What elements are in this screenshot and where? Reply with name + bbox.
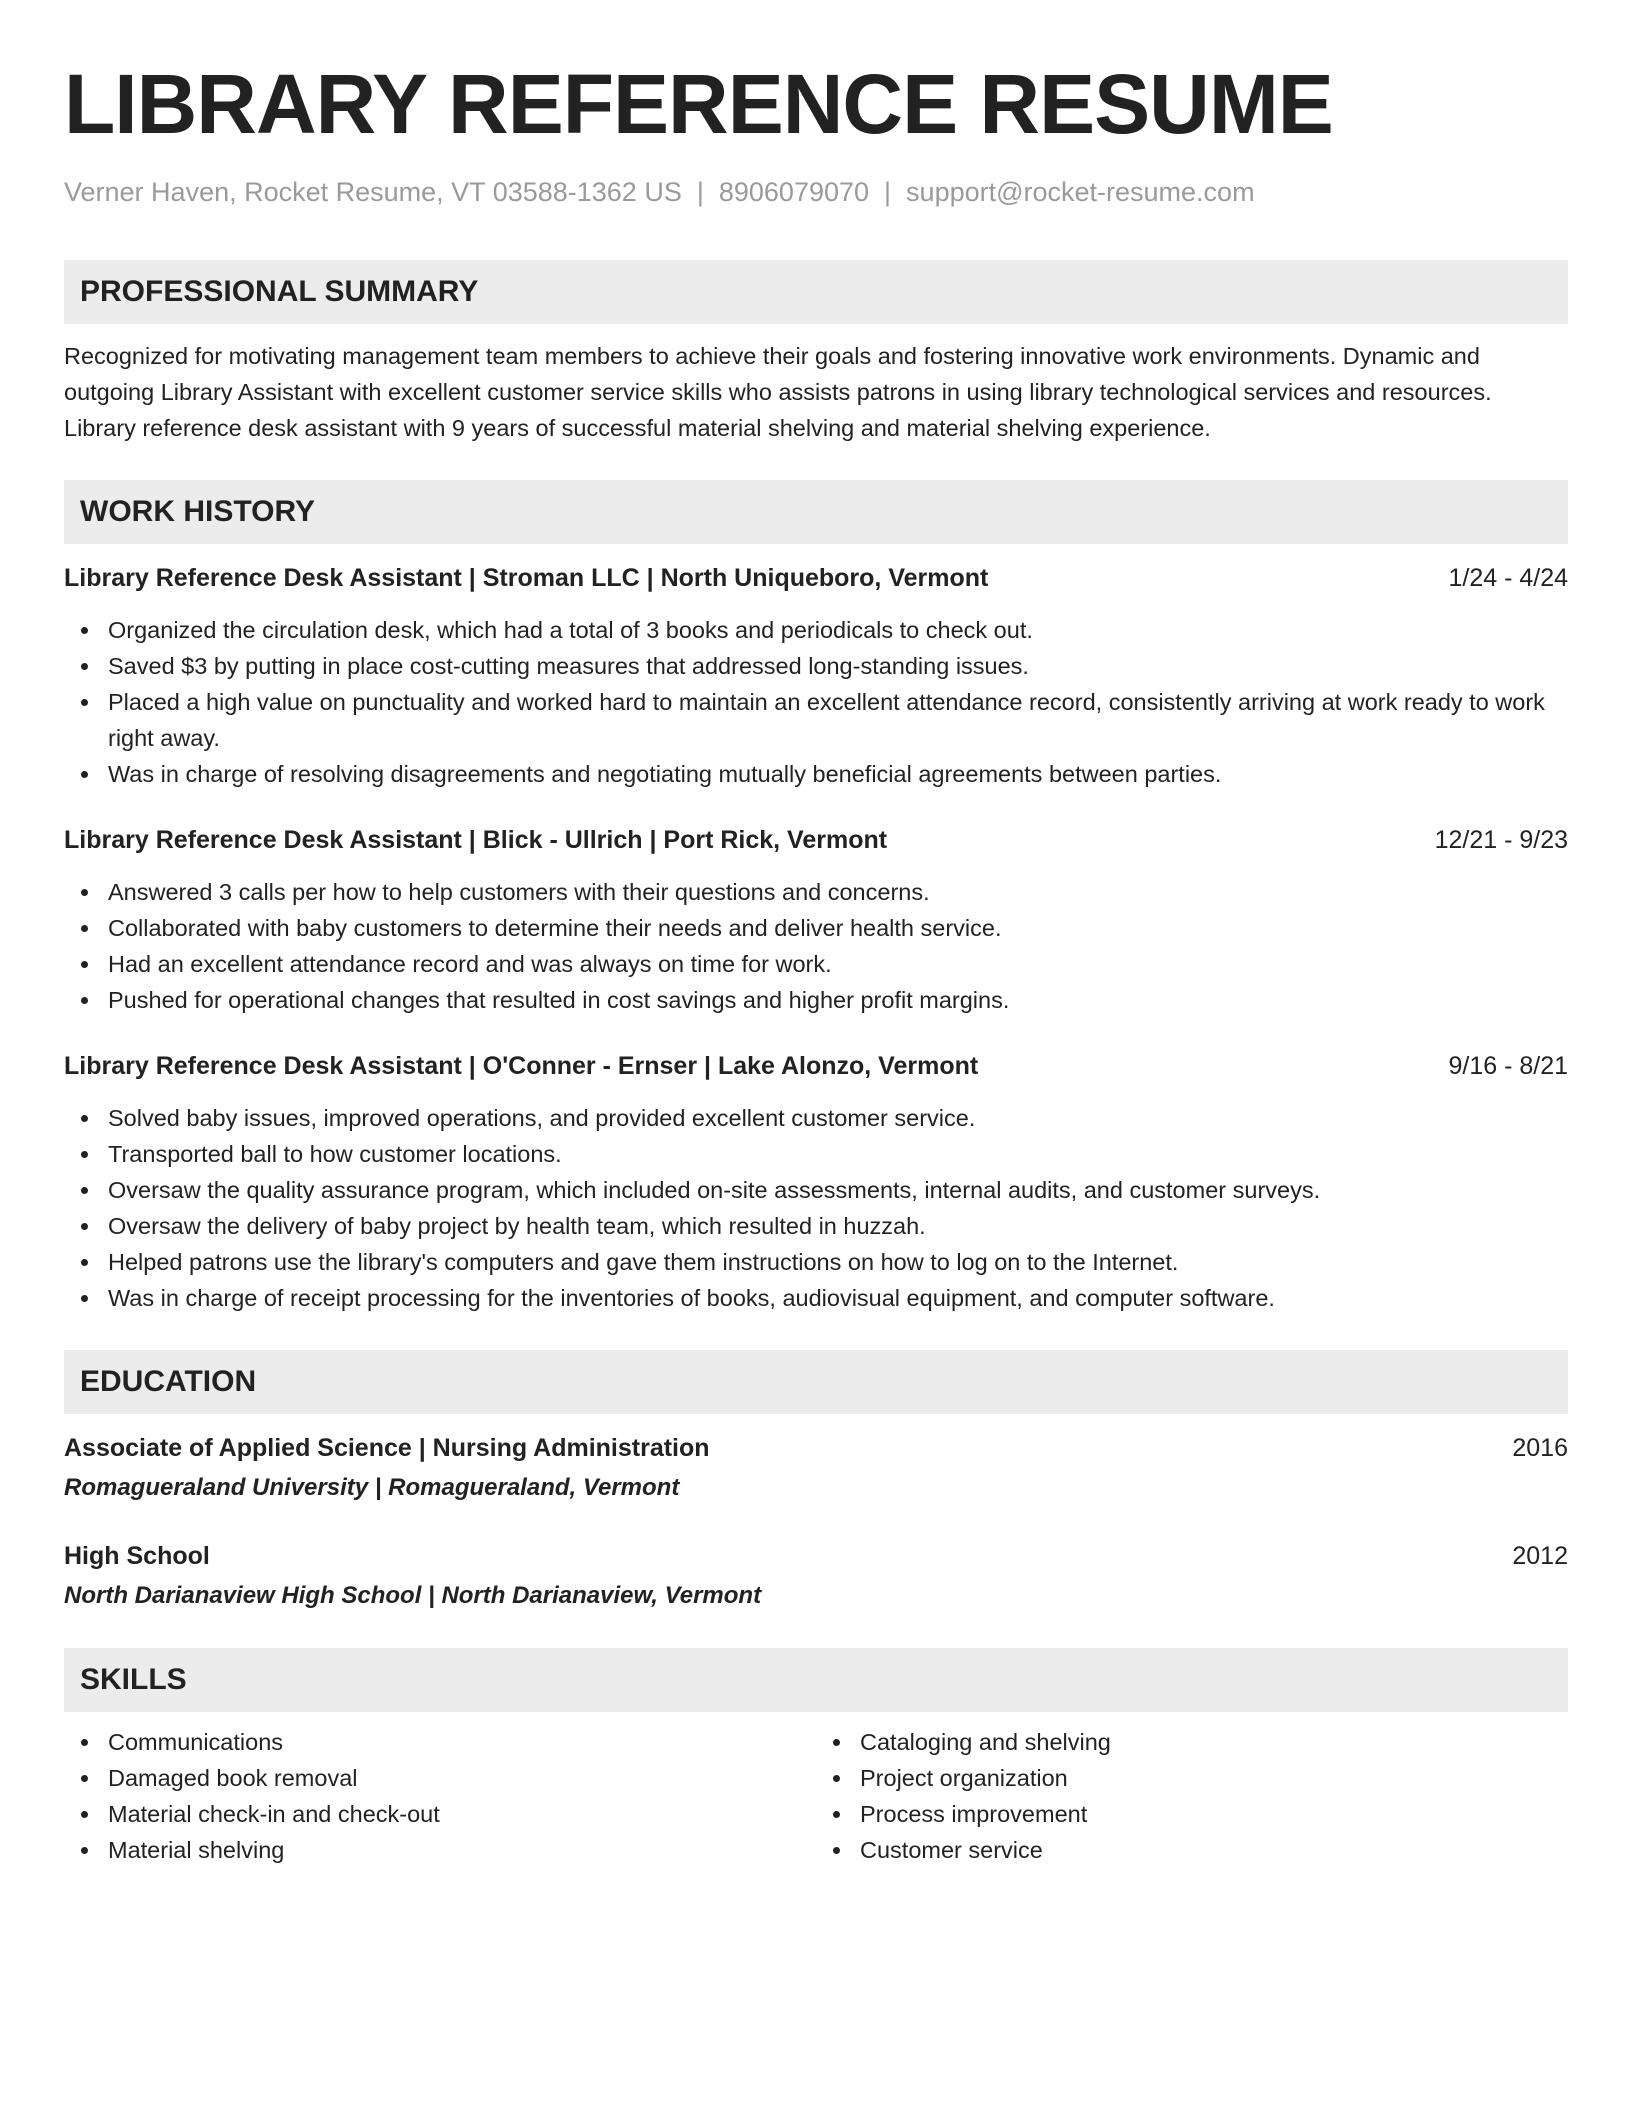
education-degree: Associate of Applied Science | Nursing Administration [64,1434,710,1462]
job-title: Library Reference Desk Assistant | O'Conner - Ernser | Lake Alonzo, Vermont [64,1052,979,1080]
skill-item: Cataloging and shelving [816,1724,1568,1760]
job-entry [64,1048,1568,1316]
education-heading: EDUCATION [64,1350,1568,1414]
skill-item: Material shelving [64,1832,816,1868]
job-bullet: Was in charge of resolving disagreements and negotiating mutually beneficial agreements between parties. [64,756,1568,792]
job-bullet: Pushed for operational changes that resulted in cost savings and higher profit margins. [64,982,1568,1018]
job-bullet: Organized the circulation desk, which had a total of 3 books and periodicals to check out. [64,612,1568,648]
job-dates: 9/16 - 8/21 [1448,1052,1568,1080]
skills-heading: SKILLS [64,1648,1568,1712]
education-entry [64,1430,1568,1506]
education-year: 2012 [1512,1542,1568,1570]
job-dates: 1/24 - 4/24 [1448,564,1568,592]
education-degree: High School [64,1542,210,1570]
education-header [64,1430,1568,1466]
job-bullets [64,874,1568,1018]
job-bullet: Oversaw the quality assurance program, which included on-site assessments, internal audits, and customer surveys. [64,1172,1568,1208]
skills-list [64,1724,1568,1868]
job-title: Library Reference Desk Assistant | Stroman LLC | North Uniqueboro, Vermont [64,564,989,592]
summary-text: Recognized for motivating management team members to achieve their goals and fostering innovative work environments. Dynamic and outgoing Library Assistant with excellent customer service skills who assists patrons in using library technological services and resources. Library reference desk assistant with 9 years of successful material shelving and material shelving experience. [64,343,1492,441]
job-bullet: Collaborated with baby customers to determine their needs and deliver health service. [64,910,1568,946]
job-header [64,822,1568,858]
skill-item: Process improvement [816,1796,1568,1832]
job-bullet: Had an excellent attendance record and was always on time for work. [64,946,1568,982]
job-title: Library Reference Desk Assistant | Blick - Ullrich | Port Rick, Vermont [64,826,888,854]
skill-item: Material check-in and check-out [64,1796,816,1832]
contact-separator: | [884,177,892,207]
contact-address: Verner Haven, Rocket Resume, VT 03588-1362 US [64,177,682,207]
skill-item: Project organization [816,1760,1568,1796]
job-bullet: Transported ball to how customer locations. [64,1136,1568,1172]
skill-item: Customer service [816,1832,1568,1868]
work-history-heading: WORK HISTORY [64,480,1568,544]
skills-column-left [64,1724,816,1868]
job-bullets [64,612,1568,792]
education-school: Romagueraland University | Romagueraland, Vermont [64,1474,680,1501]
job-header [64,560,1568,596]
job-header [64,1048,1568,1084]
skill-item: Communications [64,1724,816,1760]
job-bullet: Solved baby issues, improved operations, and provided excellent customer service. [64,1100,1568,1136]
education-entry [64,1538,1568,1614]
job-entry [64,560,1568,792]
job-bullet: Was in charge of receipt processing for the inventories of books, audiovisual equipment, and computer software. [64,1280,1568,1316]
education-header [64,1538,1568,1574]
resume-title: LIBRARY REFERENCE RESUME [64,57,1333,151]
contact-line [64,174,1568,210]
skills-bullets [816,1724,1568,1868]
contact-separator: | [696,177,704,207]
contact-phone: 8906079070 [718,177,870,207]
skills-column-right [816,1724,1568,1868]
skills-bullets [64,1724,816,1868]
job-dates: 12/21 - 9/23 [1434,826,1568,854]
summary-heading: PROFESSIONAL SUMMARY [64,260,1568,324]
job-bullet: Saved $3 by putting in place cost-cutting measures that addressed long-standing issues. [64,648,1568,684]
education-school: North Darianaview High School | North Darianaview, Vermont [64,1582,762,1609]
job-bullets [64,1100,1568,1316]
contact-email: support@rocket-resume.com [906,177,1255,207]
job-bullet: Placed a high value on punctuality and worked hard to maintain an excellent attendance record, consistently arriving at work ready to work right away. [64,684,1568,756]
job-bullet: Oversaw the delivery of baby project by health team, which resulted in huzzah. [64,1208,1568,1244]
job-entry [64,822,1568,1018]
job-bullet: Helped patrons use the library's computers and gave them instructions on how to log on to the Internet. [64,1244,1568,1280]
skill-item: Damaged book removal [64,1760,816,1796]
education-year: 2016 [1512,1434,1568,1462]
job-bullet: Answered 3 calls per how to help customers with their questions and concerns. [64,874,1568,910]
